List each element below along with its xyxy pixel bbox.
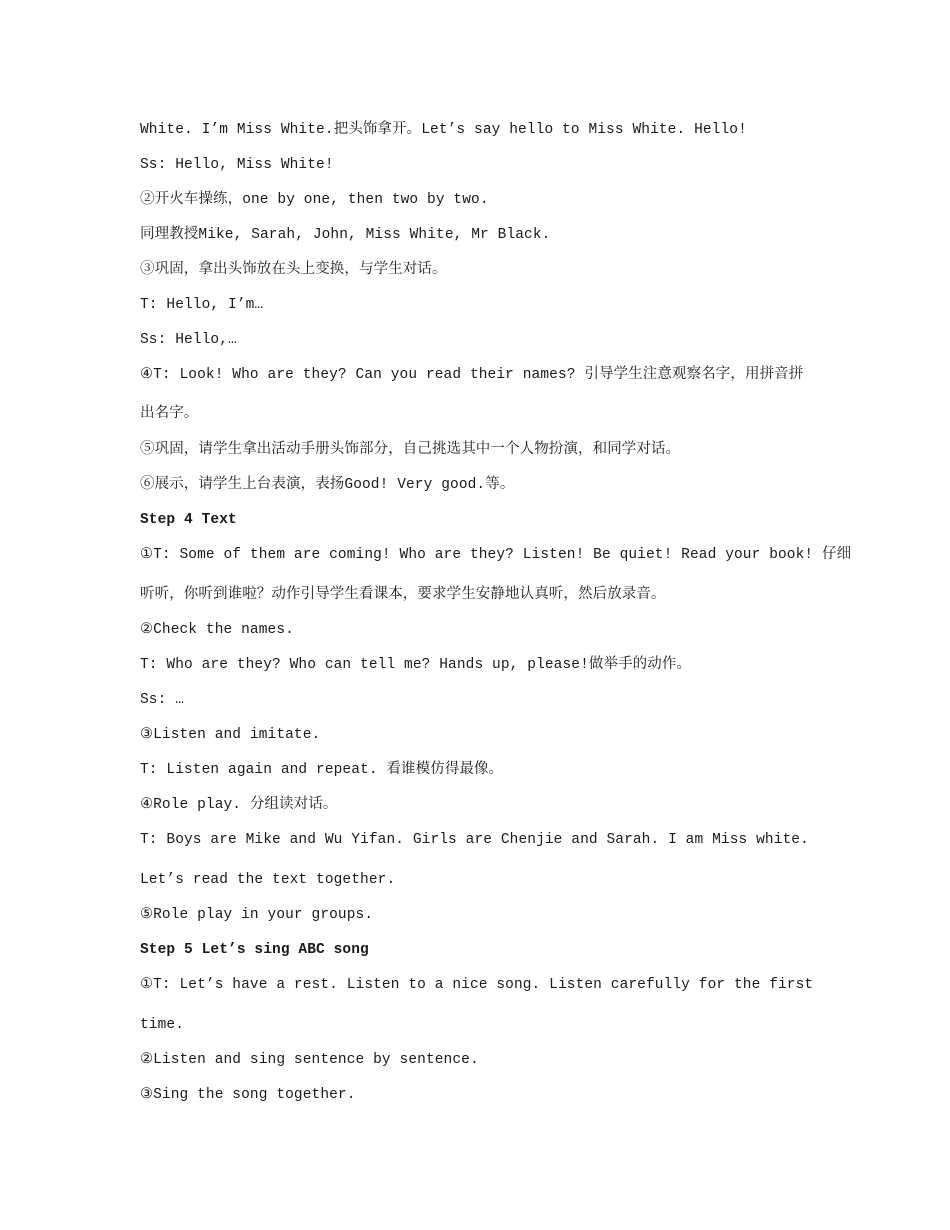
text-line: ③Sing the song together. bbox=[140, 1087, 356, 1103]
text-line: T: Boys are Mike and Wu Yifan. Girls are Chenjie and Sarah. I am Miss white. bbox=[140, 832, 809, 848]
section-heading: Step 4 Text bbox=[140, 512, 237, 528]
text-line: ⑥展示，请学生上台表演，表扬Good! Very good.等。 bbox=[140, 477, 515, 493]
text-line: ②开火车操练，one by one, then two by two. bbox=[140, 192, 489, 208]
text-line: ①T: Some of them are coming! Who are they? Listen! Be quiet! Read your book! 仔细 bbox=[140, 547, 852, 563]
text-line: Ss: Hello, Miss White! bbox=[140, 157, 334, 173]
text-line: time. bbox=[140, 1017, 185, 1033]
text-line: 出名字。 bbox=[140, 406, 199, 422]
text-line: ④T: Look! Who are they? Can you read their names? 引导学生注意观察名字，用拼音拼 bbox=[140, 367, 804, 383]
text-line: ③巩固，拿出头饰放在头上变换，与学生对话。 bbox=[140, 262, 447, 278]
text-line: ②Listen and sing sentence by sentence. bbox=[140, 1052, 479, 1068]
text-line: 听听，你听到谁啦？动作引导学生看课本，要求学生安静地认真听，然后放录音。 bbox=[140, 587, 666, 603]
text-line: ①T: Let’s have a rest. Listen to a nice song. Listen carefully for the first bbox=[140, 977, 814, 993]
text-line: ⑤巩固，请学生拿出活动手册头饰部分，自己挑选其中一个人物扮演，和同学对话。 bbox=[140, 442, 681, 458]
text-line: 同理教授Mike, Sarah, John, Miss White, Mr Black. bbox=[140, 227, 551, 243]
text-line: ④Role play. 分组读对话。 bbox=[140, 797, 338, 813]
text-line: T: Hello, I’m… bbox=[140, 297, 264, 313]
text-line: T: Listen again and repeat. 看谁模仿得最像。 bbox=[140, 762, 504, 778]
section-heading: Step 5 Let’s sing ABC song bbox=[140, 942, 369, 958]
text-line: ⑤Role play in your groups. bbox=[140, 907, 374, 923]
text-line: T: Who are they? Who can tell me? Hands up, please!做举手的动作。 bbox=[140, 657, 692, 673]
text-line: ③Listen and imitate. bbox=[140, 727, 321, 743]
text-line: Let’s read the text together. bbox=[140, 872, 396, 888]
text-line: Ss: Hello,… bbox=[140, 332, 237, 348]
text-line: ②Check the names. bbox=[140, 622, 294, 638]
text-line: White. I’m Miss White.把头饰拿开。Let’s say hello to Miss White. Hello! bbox=[140, 122, 747, 138]
text-line: Ss: … bbox=[140, 692, 185, 708]
